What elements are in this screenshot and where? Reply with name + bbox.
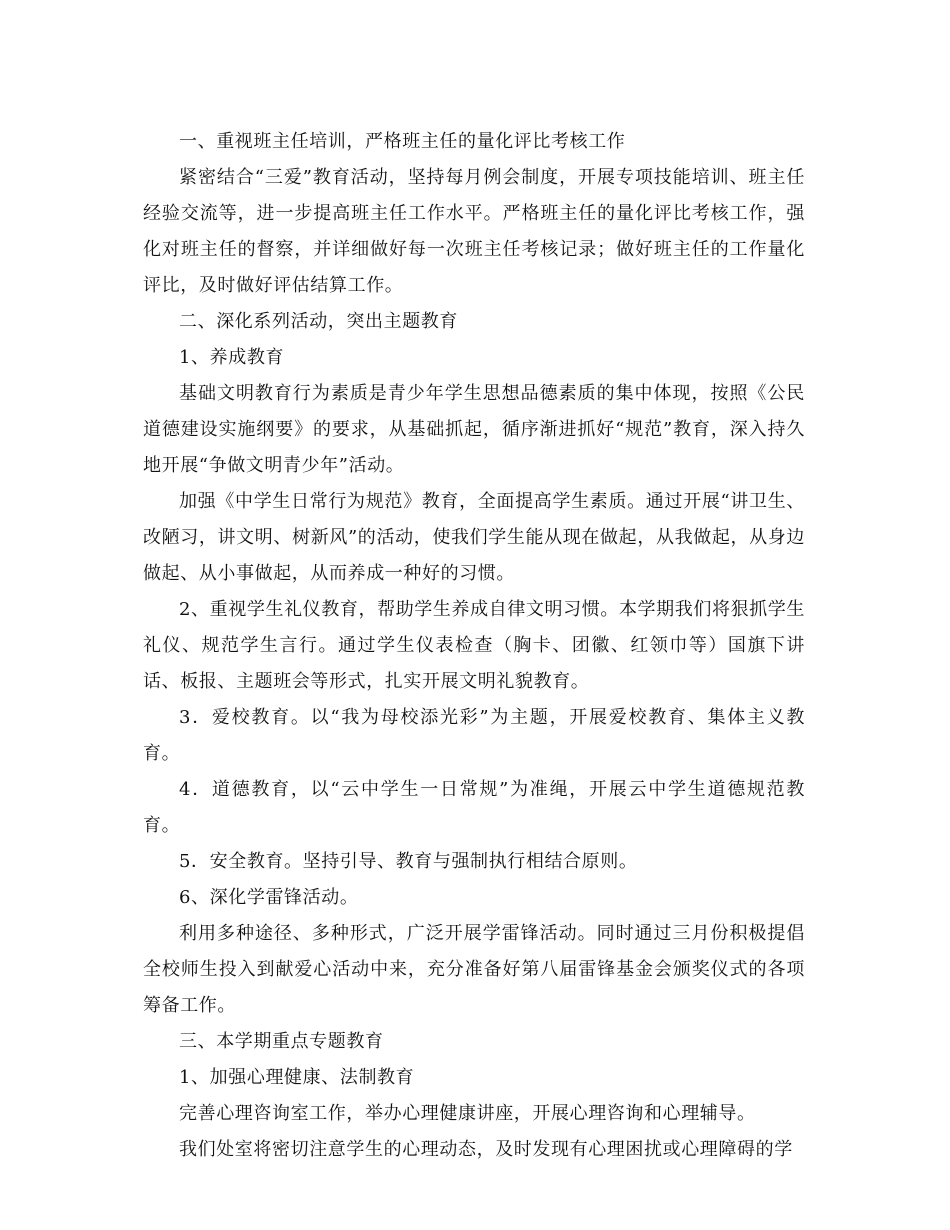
- section-heading-2: 二、深化系列活动，突出主题教育: [179, 311, 458, 332]
- list-item-school-love-education: 3．爱校教育。以“我为母校添光彩”为主题，开展爱校教育、集体主义教育。: [143, 707, 805, 764]
- body-paragraph: 紧密结合“三爱”教育活动，坚持每月例会制度，开展专项技能培训、班主任经验交流等，进一步提高班主任工作水平。严格班主任的量化评比考核工作，强化对班主任的督察，并详细做好每一次班主任考核记录；做好班主任的工作量化评比，及时做好评估结算工作。: [143, 167, 805, 296]
- section-heading-1: 一、重视班主任培训，严格班主任的量化评比考核工作: [179, 131, 626, 152]
- body-paragraph: 我们处室将密切注意学生的心理动态，及时发现有心理困扰或心理障碍的学: [179, 1139, 793, 1160]
- list-item-etiquette-education: 2、重视学生礼仪教育，帮助学生养成自律文明习惯。本学期我们将狠抓学生礼仪、规范学生言行。通过学生仪表检查（胸卡、团徽、红领巾等）国旗下讲话、板报、主题班会等形式，扎实开展文明礼貌教育。: [143, 599, 805, 692]
- list-item-moral-education: 4．道德教育，以“云中学生一日常规”为准绳，开展云中学生道德规范教育。: [143, 779, 805, 836]
- list-item-safety-education: 5．安全教育。坚持引导、教育与强制执行相结合原则。: [179, 851, 638, 872]
- body-paragraph: 加强《中学生日常行为规范》教育，全面提高学生素质。通过开展“讲卫生、改陋习，讲文明、树新风”的活动，使我们学生能从现在做起，从我做起，从身边做起、从小事做起，从而养成一种好的习惯。: [143, 491, 805, 584]
- body-paragraph: 利用多种途径、多种形式，广泛开展学雷锋活动。同时通过三月份积极提倡全校师生投入到献爱心活动中来，充分准备好第八届雷锋基金会颁奖仪式的各项筹备工作。: [143, 923, 805, 1016]
- document-body: [143, 124, 805, 1168]
- subheading-habit-education: 1、养成教育: [179, 347, 285, 368]
- subheading-mental-health-legal: 1、加强心理健康、法制教育: [179, 1067, 415, 1088]
- list-item-leifeng-activity: 6、深化学雷锋活动。: [179, 887, 359, 908]
- section-heading-3: 三、本学期重点专题教育: [179, 1031, 384, 1052]
- body-paragraph: 完善心理咨询室工作，举办心理健康讲座，开展心理咨询和心理辅导。: [179, 1103, 756, 1124]
- body-paragraph: 基础文明教育行为素质是青少年学生思想品德素质的集中体现，按照《公民道德建设实施纲要》的要求，从基础抓起，循序渐进抓好“规范”教育，深入持久地开展“争做文明青少年”活动。: [143, 383, 805, 476]
